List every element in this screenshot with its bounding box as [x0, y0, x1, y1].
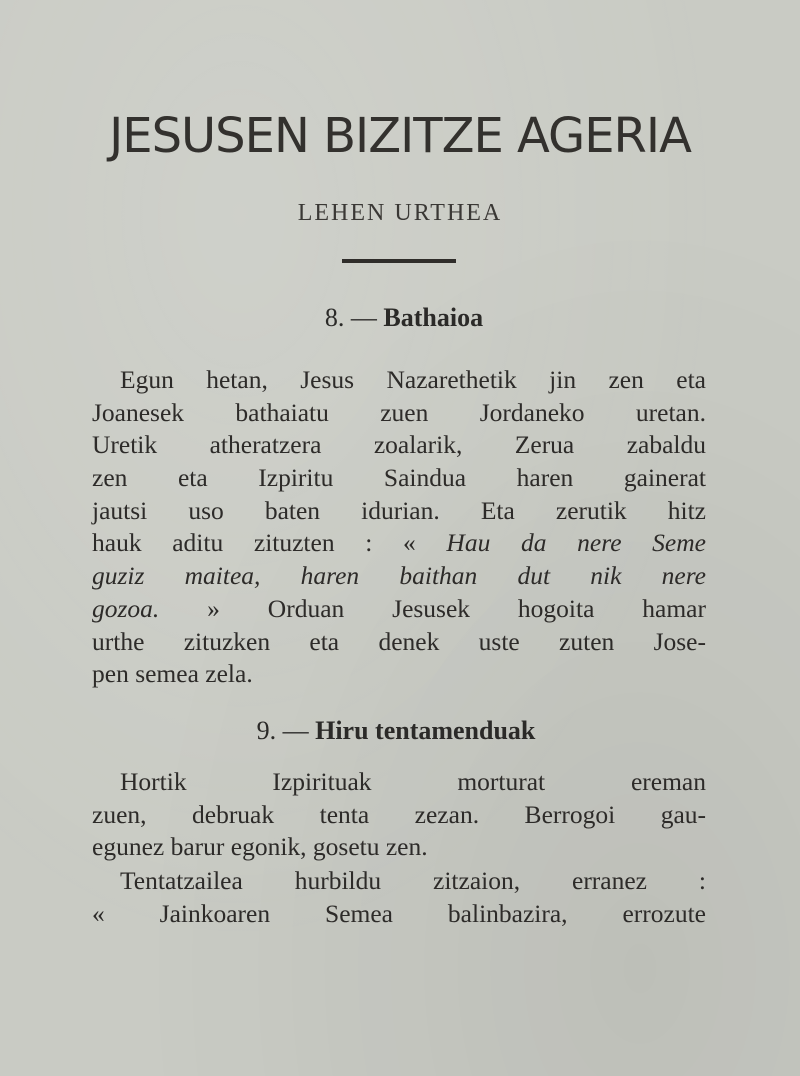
section-heading-9 [0, 716, 796, 746]
text-line: zen eta Izpiritu Saindua haren gainerat [92, 463, 706, 493]
text-line: Uretik atheratzera zoalarik, Zerua zabaldu [92, 430, 706, 460]
quote-text: Hau da nere Seme [446, 528, 706, 558]
text-line: « Jainkoaren Semea balinbazira, errozute [92, 898, 706, 928]
section-heading-8 [4, 303, 800, 333]
section-9-paragraph-1 [92, 766, 706, 864]
text-line: pen semea zela. [92, 659, 253, 689]
text-line: Hortik Izpirituak morturat ereman [120, 767, 706, 796]
text-line: jautsi uso baten idurian. Eta zerutik hitz [92, 495, 706, 525]
text-line [92, 560, 706, 593]
text-line: egunez barur egonik, gosetu zen. [92, 832, 428, 862]
title-divider [342, 259, 456, 263]
page-subtitle: LEHEN URTHEA [297, 200, 503, 226]
quote-text: guziz maitea, haren baithan dut nik nere [92, 561, 706, 591]
section-number: 8. — [324, 303, 377, 332]
section-name: Bathaioa [383, 303, 484, 332]
text-line: gozoa. » Orduan Jesusek hogoita hamar [92, 593, 706, 623]
text-line: Joanesek bathaiatu zuen Jordaneko uretan. [92, 397, 706, 427]
text-line: zuen, debruak tenta zezan. Berrogoi gau- [92, 799, 706, 829]
section-9-paragraph-2 [92, 865, 706, 930]
text-line: urthe zituzken eta denek uste zuten Jose- [92, 626, 706, 656]
text-line: hauk aditu zituzten : « Hau da nere Seme [92, 528, 706, 558]
quote-text: gozoa. [92, 593, 160, 623]
page-title: JESUSEN BIZITZE AGERIA [109, 108, 691, 164]
section-name: Hiru tentamenduak [315, 716, 536, 745]
section-number: 9. — [256, 716, 309, 745]
text-line: Egun hetan, Jesus Nazarethetik jin zen eta [120, 365, 706, 394]
text-line: Tentatzailea hurbildu zitzaion, erranez : [120, 866, 706, 895]
section-8-paragraph [92, 364, 706, 691]
